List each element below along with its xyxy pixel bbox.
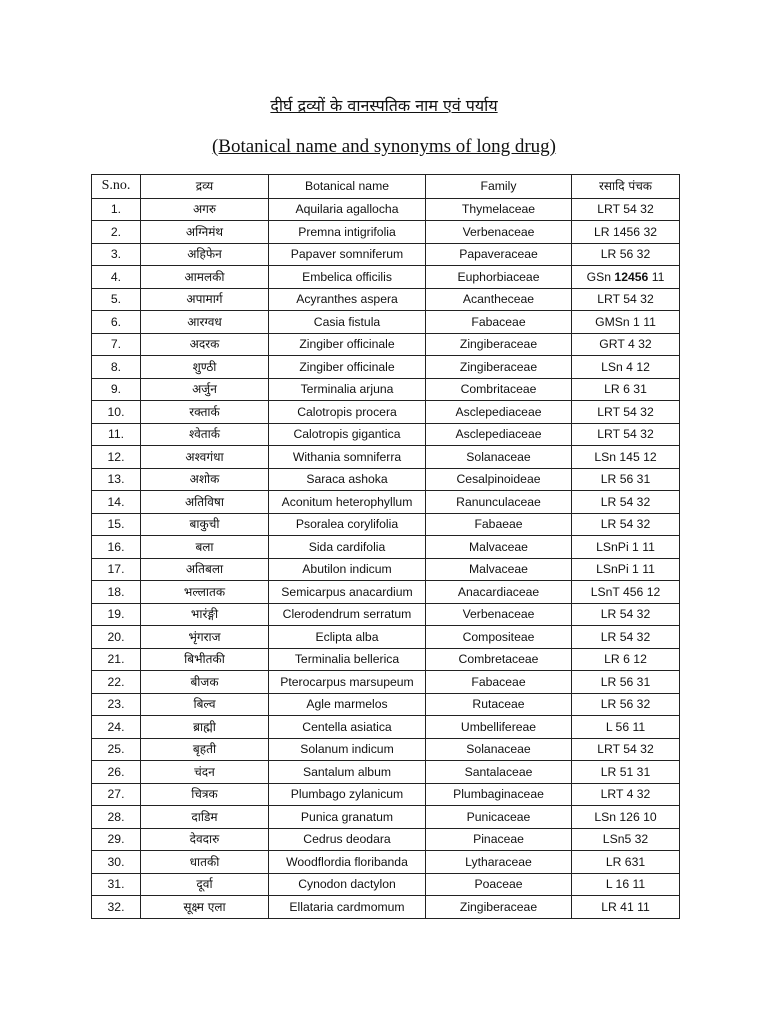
page-title-hindi: दीर्घ द्रव्यों के वानस्पतिक नाम एवं पर्याय [270,96,498,115]
cell-family: Zingiberaceae [426,896,572,919]
table-row [92,648,680,671]
cell-dravya: चित्रक [141,783,269,806]
cell-family: Lytharaceae [426,851,572,874]
cell-family: Cesalpinoideae [426,468,572,491]
cell-rasadi-panchak: LR 54 32 [572,626,680,649]
cell-sno: 12. [92,446,141,469]
cell-sno: 1. [92,198,141,221]
cell-botanical-name: Agle marmelos [269,693,426,716]
table-row [92,356,680,379]
cell-rasadi-panchak [572,266,680,289]
cell-family: Fabaeae [426,513,572,536]
cell-dravya: धातकी [141,851,269,874]
table-row [92,198,680,221]
cell-sno: 14. [92,491,141,514]
cell-sno: 31. [92,873,141,896]
cell-sno: 16. [92,536,141,559]
cell-dravya: अग्निमंथ [141,221,269,244]
table-header-row [92,175,680,199]
page-title-english: (Botanical name and synonyms of long drug) [211,136,557,157]
cell-family: Zingiberaceae [426,356,572,379]
cell-rasadi-panchak: LR 56 31 [572,468,680,491]
cell-family: Papaveraceae [426,243,572,266]
cell-botanical-name: Punica granatum [269,806,426,829]
cell-family: Malvaceae [426,558,572,581]
table-row [92,873,680,896]
cell-dravya: भल्लातक [141,581,269,604]
cell-family: Fabaceae [426,311,572,334]
cell-rasadi-panchak: LRT 54 32 [572,423,680,446]
cell-dravya: सूक्ष्म एला [141,896,269,919]
cell-botanical-name: Terminalia arjuna [269,378,426,401]
table-row [92,221,680,244]
cell-rasadi-panchak: LSnPi 1 11 [572,536,680,559]
table-row [92,671,680,694]
cell-family: Ranunculaceae [426,491,572,514]
table-row [92,491,680,514]
cell-rasadi-panchak: LRT 54 32 [572,288,680,311]
header-sno: S.no. [92,175,141,199]
cell-rasadi-panchak: L 56 11 [572,716,680,739]
cell-sno: 23. [92,693,141,716]
header-dravya: द्रव्य [141,175,269,199]
cell-dravya: अर्जुन [141,378,269,401]
cell-botanical-name: Embelica officilis [269,266,426,289]
cell-dravya: अपामार्ग [141,288,269,311]
drug-table [91,174,680,919]
cell-botanical-name: Calotropis gigantica [269,423,426,446]
table-row [92,378,680,401]
cell-sno: 29. [92,828,141,851]
cell-botanical-name: Abutilon indicum [269,558,426,581]
cell-dravya: बिल्व [141,693,269,716]
cell-family: Euphorbiaceae [426,266,572,289]
cell-rasadi-panchak: LR 51 31 [572,761,680,784]
cell-rasadi-panchak: LSn 4 12 [572,356,680,379]
table-row [92,761,680,784]
table-row [92,288,680,311]
cell-sno: 20. [92,626,141,649]
cell-botanical-name: Saraca ashoka [269,468,426,491]
table-row [92,536,680,559]
table-row [92,851,680,874]
table-row [92,401,680,424]
header-botanical-name: Botanical name [269,175,426,199]
cell-rasadi-panchak: LSnPi 1 11 [572,558,680,581]
cell-rasadi-panchak: LR 6 31 [572,378,680,401]
cell-rasadi-panchak: LSn 145 12 [572,446,680,469]
cell-rasadi-panchak: LR 631 [572,851,680,874]
cell-family: Umbellifereae [426,716,572,739]
cell-botanical-name: Zingiber officinale [269,333,426,356]
cell-botanical-name: Plumbago zylanicum [269,783,426,806]
cell-family: Anacardiaceae [426,581,572,604]
cell-sno: 19. [92,603,141,626]
cell-rasadi-panchak: LR 54 32 [572,603,680,626]
ref-prefix: GSn [586,269,615,284]
cell-sno: 11. [92,423,141,446]
cell-botanical-name: Aquilaria agallocha [269,198,426,221]
cell-dravya: बाकुची [141,513,269,536]
cell-family: Punicaceae [426,806,572,829]
cell-family: Asclepediaceae [426,401,572,424]
table-row [92,626,680,649]
table-row [92,896,680,919]
cell-family: Solanaceae [426,446,572,469]
header-rasadi-panchak: रसादि पंचक [572,175,680,199]
cell-sno: 21. [92,648,141,671]
ref-suffix: 11 [648,269,665,284]
cell-dravya: बृहती [141,738,269,761]
cell-sno: 26. [92,761,141,784]
cell-rasadi-panchak: L 16 11 [572,873,680,896]
table-row [92,738,680,761]
cell-botanical-name: Centella asiatica [269,716,426,739]
cell-sno: 10. [92,401,141,424]
cell-sno: 32. [92,896,141,919]
cell-rasadi-panchak: LR 6 12 [572,648,680,671]
cell-dravya: बला [141,536,269,559]
table-row [92,243,680,266]
cell-rasadi-panchak: LR 41 11 [572,896,680,919]
cell-sno: 15. [92,513,141,536]
cell-botanical-name: Casia fistula [269,311,426,334]
cell-sno: 5. [92,288,141,311]
cell-sno: 8. [92,356,141,379]
cell-rasadi-panchak: GRT 4 32 [572,333,680,356]
cell-sno: 3. [92,243,141,266]
cell-botanical-name: Pterocarpus marsupeum [269,671,426,694]
cell-sno: 18. [92,581,141,604]
cell-family: Thymelaceae [426,198,572,221]
cell-botanical-name: Zingiber officinale [269,356,426,379]
ref-bold: 12456 [614,269,649,284]
cell-botanical-name: Cynodon dactylon [269,873,426,896]
cell-rasadi-panchak: LSn 126 10 [572,806,680,829]
table-row [92,333,680,356]
cell-family: Zingiberaceae [426,333,572,356]
cell-botanical-name: Semicarpus anacardium [269,581,426,604]
cell-botanical-name: Sida cardifolia [269,536,426,559]
cell-rasadi-panchak: LR 56 32 [572,693,680,716]
cell-botanical-name: Withania somniferra [269,446,426,469]
cell-botanical-name: Solanum indicum [269,738,426,761]
table-row [92,266,680,289]
cell-family: Verbenaceae [426,221,572,244]
cell-family: Asclepediaceae [426,423,572,446]
cell-dravya: अदरक [141,333,269,356]
cell-rasadi-panchak: LR 54 32 [572,513,680,536]
cell-botanical-name: Cedrus deodara [269,828,426,851]
cell-family: Pinaceae [426,828,572,851]
cell-sno: 27. [92,783,141,806]
cell-botanical-name: Acyranthes aspera [269,288,426,311]
cell-dravya: शुण्ठी [141,356,269,379]
cell-sno: 30. [92,851,141,874]
table-row [92,311,680,334]
cell-family: Solanaceae [426,738,572,761]
cell-sno: 2. [92,221,141,244]
cell-rasadi-panchak: LR 54 32 [572,491,680,514]
cell-family: Compositeae [426,626,572,649]
cell-dravya: श्वेतार्क [141,423,269,446]
table-row [92,716,680,739]
cell-rasadi-panchak: GMSn 1 11 [572,311,680,334]
cell-rasadi-panchak: LRT 4 32 [572,783,680,806]
cell-botanical-name: Eclipta alba [269,626,426,649]
cell-dravya: अशोक [141,468,269,491]
table-row [92,446,680,469]
cell-family: Combritaceae [426,378,572,401]
cell-dravya: भारंङ्गी [141,603,269,626]
table-row [92,513,680,536]
table-body [92,198,680,918]
table-row [92,806,680,829]
cell-botanical-name: Aconitum heterophyllum [269,491,426,514]
cell-dravya: रक्तार्क [141,401,269,424]
table-row [92,693,680,716]
cell-sno: 13. [92,468,141,491]
cell-botanical-name: Terminalia bellerica [269,648,426,671]
cell-family: Fabaceae [426,671,572,694]
cell-family: Rutaceae [426,693,572,716]
cell-rasadi-panchak: LSn5 32 [572,828,680,851]
cell-rasadi-panchak: LR 1456 32 [572,221,680,244]
table-row [92,783,680,806]
cell-dravya: ब्राह्मी [141,716,269,739]
cell-dravya: अश्वगंधा [141,446,269,469]
cell-sno: 22. [92,671,141,694]
table-row [92,558,680,581]
cell-rasadi-panchak: LR 56 31 [572,671,680,694]
header-family: Family [426,175,572,199]
cell-dravya: बिभीतकी [141,648,269,671]
cell-rasadi-panchak: LSnT 456 12 [572,581,680,604]
cell-family: Malvaceae [426,536,572,559]
cell-sno: 4. [92,266,141,289]
cell-dravya: अगरु [141,198,269,221]
cell-botanical-name: Premna intigrifolia [269,221,426,244]
cell-botanical-name: Clerodendrum serratum [269,603,426,626]
cell-dravya: देवदारु [141,828,269,851]
cell-family: Combretaceae [426,648,572,671]
cell-dravya: दाडिम [141,806,269,829]
cell-rasadi-panchak: LRT 54 32 [572,198,680,221]
cell-family: Poaceae [426,873,572,896]
table-row [92,423,680,446]
cell-sno: 25. [92,738,141,761]
cell-rasadi-panchak: LRT 54 32 [572,401,680,424]
cell-dravya: दूर्वा [141,873,269,896]
cell-family: Plumbaginaceae [426,783,572,806]
table-row [92,468,680,491]
cell-family: Santalaceae [426,761,572,784]
cell-botanical-name: Psoralea corylifolia [269,513,426,536]
table-row [92,603,680,626]
cell-botanical-name: Ellataria cardmomum [269,896,426,919]
cell-sno: 7. [92,333,141,356]
table-row [92,581,680,604]
cell-dravya: अतिविषा [141,491,269,514]
cell-sno: 6. [92,311,141,334]
cell-family: Acantheceae [426,288,572,311]
cell-dravya: अहिफेन [141,243,269,266]
cell-rasadi-panchak: LRT 54 32 [572,738,680,761]
cell-sno: 17. [92,558,141,581]
cell-dravya: बीजक [141,671,269,694]
cell-sno: 24. [92,716,141,739]
cell-dravya: भृंगराज [141,626,269,649]
cell-dravya: आरग्वध [141,311,269,334]
cell-botanical-name: Santalum album [269,761,426,784]
cell-rasadi-panchak: LR 56 32 [572,243,680,266]
cell-botanical-name: Woodflordia floribanda [269,851,426,874]
cell-dravya: आमलकी [141,266,269,289]
cell-botanical-name: Papaver somniferum [269,243,426,266]
cell-family: Verbenaceae [426,603,572,626]
cell-sno: 9. [92,378,141,401]
cell-dravya: अतिबला [141,558,269,581]
cell-dravya: चंदन [141,761,269,784]
table-row [92,828,680,851]
cell-botanical-name: Calotropis procera [269,401,426,424]
cell-sno: 28. [92,806,141,829]
